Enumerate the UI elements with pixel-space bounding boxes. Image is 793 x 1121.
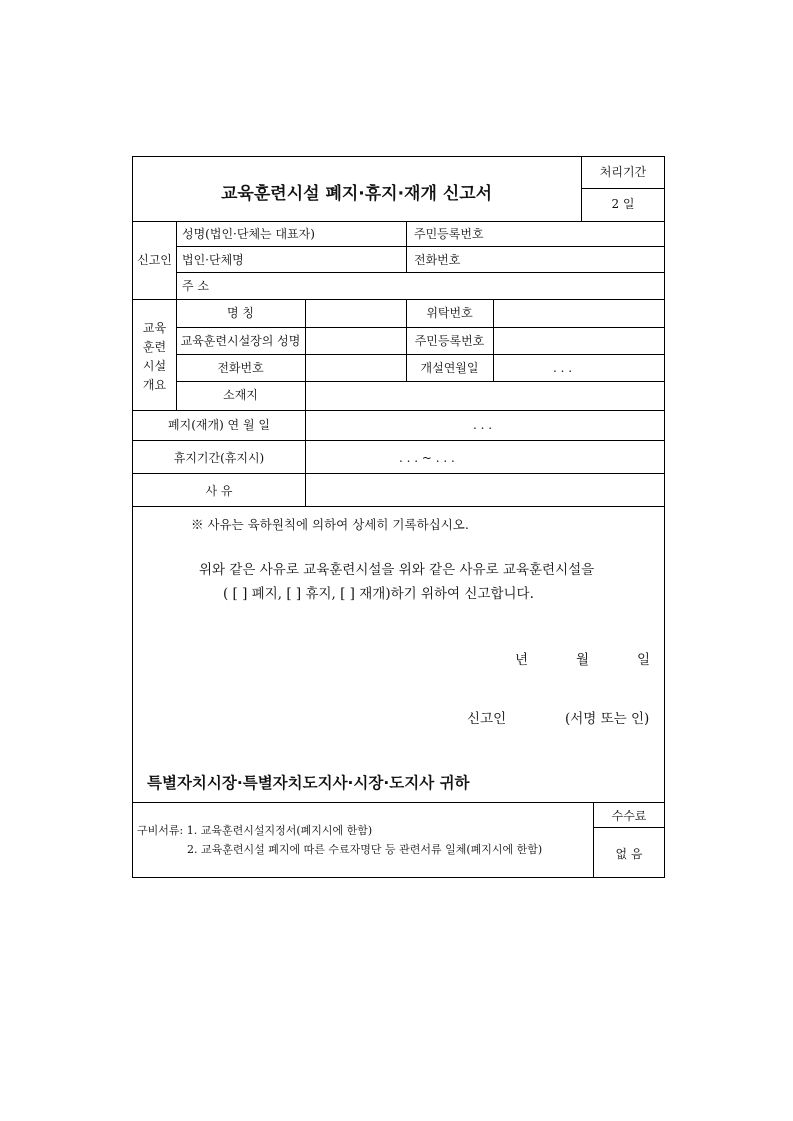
reporter-address-label: 주 소 [182,279,209,293]
fee-label: 수수료 [611,809,647,823]
reporter-phone-label: 전화번호 [414,253,461,267]
divider [176,246,665,247]
suspension-period-label: 휴지기간(휴지시) [173,451,265,465]
reporter-section-label: 신고인 [137,253,172,267]
reporter-name-label: 성명(법인·단체는 대표자) [182,227,315,241]
suspension-period-value: . . . ~ . . . [399,451,455,465]
divider [593,827,665,828]
divider [493,299,494,381]
divider [133,221,665,222]
report-form [132,156,665,878]
facility-name-label: 명 칭 [227,306,254,320]
divider [133,473,665,474]
divider [176,327,665,328]
divider [176,381,665,382]
addressee: 특별자치시장·특별자치도지사·시장·도지사 귀하 [147,774,470,792]
facility-resident-no-label: 주민등록번호 [414,334,485,348]
facility-section-label-line: 훈련 [142,340,167,354]
facility-location-label: 소재지 [223,388,258,402]
divider [133,410,665,411]
signer-label: 신고인 [467,711,507,727]
reporter-corp-name-label: 법인·단체명 [182,253,244,267]
facility-section-label-line: 교육 [142,321,167,335]
date-day-label: 일 [637,652,651,668]
declaration-line-2: ( [ ] 폐지, [ ] 휴지, [ ] 재개)하기 위하여 신고합니다. [223,586,534,602]
divider [133,802,665,803]
facility-open-date-label: 개설연월일 [420,361,479,375]
divider [581,188,665,189]
divider [305,410,306,506]
form-title: 교육훈련시설 폐지·휴지·재개 신고서 [221,184,493,204]
divider [406,221,407,272]
divider [176,272,665,273]
attachments-label: 구비서류: 1. 교육훈련시설지정서(폐지시에 한함) [137,824,373,837]
divider [133,440,665,441]
facility-head-name-label: 교육훈련시설장의 성명 [180,334,301,348]
facility-consign-no-label: 위탁번호 [426,306,473,320]
closure-date-value: . . . [473,418,493,432]
divider [305,299,306,410]
divider [133,299,665,300]
fee-value: 없 음 [615,847,643,861]
processing-period-label: 처리기간 [599,165,647,179]
note-text: ※ 사유는 육하원칙에 의하여 상세히 기록하십시오. [191,517,469,532]
date-month-label: 월 [576,652,590,668]
signature-hint: (서명 또는 인) [565,711,650,727]
facility-open-date-value: . . . [553,361,573,375]
attachments-item-2: 2. 교육훈련시설 폐지에 따른 수료자명단 등 관련서류 일체(폐지시에 한함) [187,843,543,856]
date-year-label: 년 [515,652,529,668]
reporter-resident-no-label: 주민등록번호 [414,227,484,241]
reason-label: 사 유 [205,484,233,498]
processing-period-value: 2 일 [611,197,635,211]
divider [176,221,177,299]
closure-date-label: 폐지(재개) 연 월 일 [168,418,270,432]
facility-section-label-line: 개요 [142,378,167,392]
declaration-line-1: 위와 같은 사유로 교육훈련시설을 위와 같은 사유로 교육훈련시설을 [199,562,595,578]
divider [133,506,665,507]
facility-section-label-line: 시설 [142,359,167,373]
facility-phone-label: 전화번호 [217,361,264,375]
facility-section-label [133,319,176,395]
divider [176,354,665,355]
